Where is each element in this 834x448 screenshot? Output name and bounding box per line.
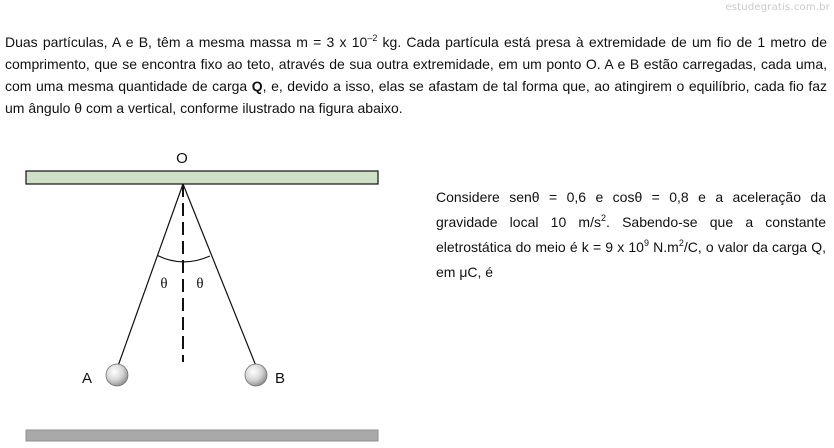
constant-exponent: 9 [643, 238, 649, 248]
particle-a [106, 364, 128, 386]
meter-unit-exponent: 2 [678, 238, 684, 248]
intro-text-3: , e, devido a isso, elas se afastam de tal forma que, ao atingirem o equilíbrio, cada fio faz um ângulo θ com a vertical, conforme ilustrado na figura abaixo. [5, 78, 827, 116]
theta-label-right: θ [196, 276, 204, 292]
label-point-o: O [176, 150, 188, 167]
label-particle-a: A [81, 370, 93, 387]
side-text-1: Considere senθ = 0,6 e cosθ = 0,8 e a aceleração da gravidade local 10 m/s [436, 189, 826, 230]
label-particle-b: B [274, 370, 286, 387]
side-text-2: . Sabendo-se que a constante eletrostática do meio é k = 9 x 10 [436, 214, 827, 255]
pendulum-diagram [0, 140, 420, 448]
problem-statement [5, 31, 827, 119]
particle-b [245, 364, 267, 386]
side-text-3: N.m [648, 239, 679, 255]
theta-label-left: θ [160, 276, 168, 292]
site-watermark: estudegratis.com.br [725, 2, 830, 13]
floor-bar [26, 430, 378, 441]
gravity-unit-exponent: 2 [600, 213, 606, 223]
ceiling-bar [26, 171, 378, 184]
intro-text-1: Duas partículas, A e B, têm a mesma massa m = 3 x 10 [5, 34, 368, 50]
string-b [183, 184, 256, 366]
intro-mass-exponent: –2 [367, 33, 378, 43]
intro-charge-symbol: Q [251, 78, 263, 94]
string-a [118, 184, 183, 366]
intro-text-2: kg. Cada partícula está presa à extremidade de um fio de 1 metro de comprimento, que se encontra fixo ao teto, através de sua outra extremidade, em um ponto O. A e B estão carregadas, cada uma, com uma mesma quantidade de carga [5, 34, 827, 94]
side-text-4: /C, o valor da carga Q, em μC, é [436, 239, 826, 280]
pendulum-figure [0, 140, 420, 448]
question-text [436, 185, 826, 285]
